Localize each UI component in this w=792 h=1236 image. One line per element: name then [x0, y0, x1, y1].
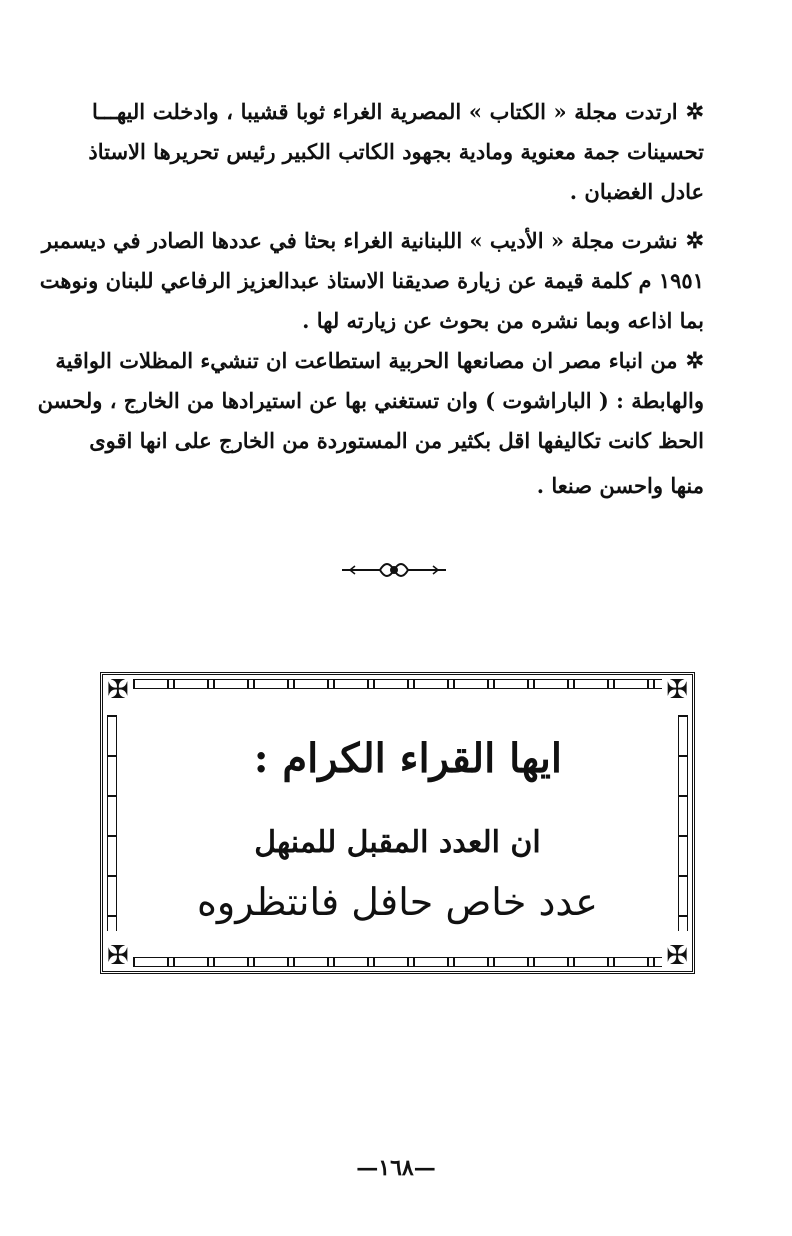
- notice-line-1: ان العدد المقبل للمنهل: [254, 825, 541, 860]
- star-bullet-icon: ✲: [685, 228, 704, 254]
- text-line: والهابطة : ( الباراشوت ) وان تستغني بها عن استيرادها من الخارج ، ولحسن: [37, 388, 704, 413]
- corner-ornament-icon: ✠: [107, 941, 129, 971]
- star-bullet-icon: ✲: [685, 99, 704, 125]
- notice-heading: ايها القراء الكرام :: [253, 735, 562, 782]
- corner-ornament-icon: ✠: [107, 675, 129, 705]
- star-bullet-icon: ✲: [685, 348, 704, 374]
- notice-box: [100, 672, 695, 974]
- border-chain-top: [133, 679, 662, 689]
- text-line: عادل الغضبان .: [569, 179, 704, 204]
- corner-ornament-icon: ✠: [666, 675, 688, 705]
- notice-line-2: عدد خاص حافل فانتظروه: [197, 880, 598, 924]
- text-line: ✲نشرت مجلة « الأديب » اللبنانية الغراء بحثا في عددها الصادر في ديسمبر: [41, 228, 704, 254]
- text-line: ✲من انباء مصر ان مصانعها الحربية استطاعت ان تنشيء المظلات الواقية: [55, 348, 704, 374]
- text-line: ✲ارتدت مجلة « الكتاب » المصرية الغراء ثوبا قشيبا ، وادخلت اليهـــا: [92, 99, 704, 125]
- ornament-divider-icon: [340, 555, 448, 585]
- corner-ornament-icon: ✠: [666, 941, 688, 971]
- text-line: الحظ كانت تكاليفها اقل بكثير من المستوردة من الخارج على انها اقوى: [89, 428, 704, 453]
- page-number: —١٦٨—: [356, 1155, 436, 1181]
- border-chain-bottom: [133, 957, 662, 967]
- text-line: ١٩٥١ م كلمة قيمة عن زيارة صديقنا الاستاذ عبدالعزيز الرفاعي للبنان ونوهت: [39, 268, 704, 293]
- text-line: بما اذاعه وبما نشره من بحوث عن زيارته لها .: [302, 308, 704, 333]
- text-line: منها واحسن صنعا .: [536, 473, 704, 498]
- text-line: تحسينات جمة معنوية ومادية بجهود الكاتب الكبير رئيس تحريرها الاستاذ: [88, 139, 704, 164]
